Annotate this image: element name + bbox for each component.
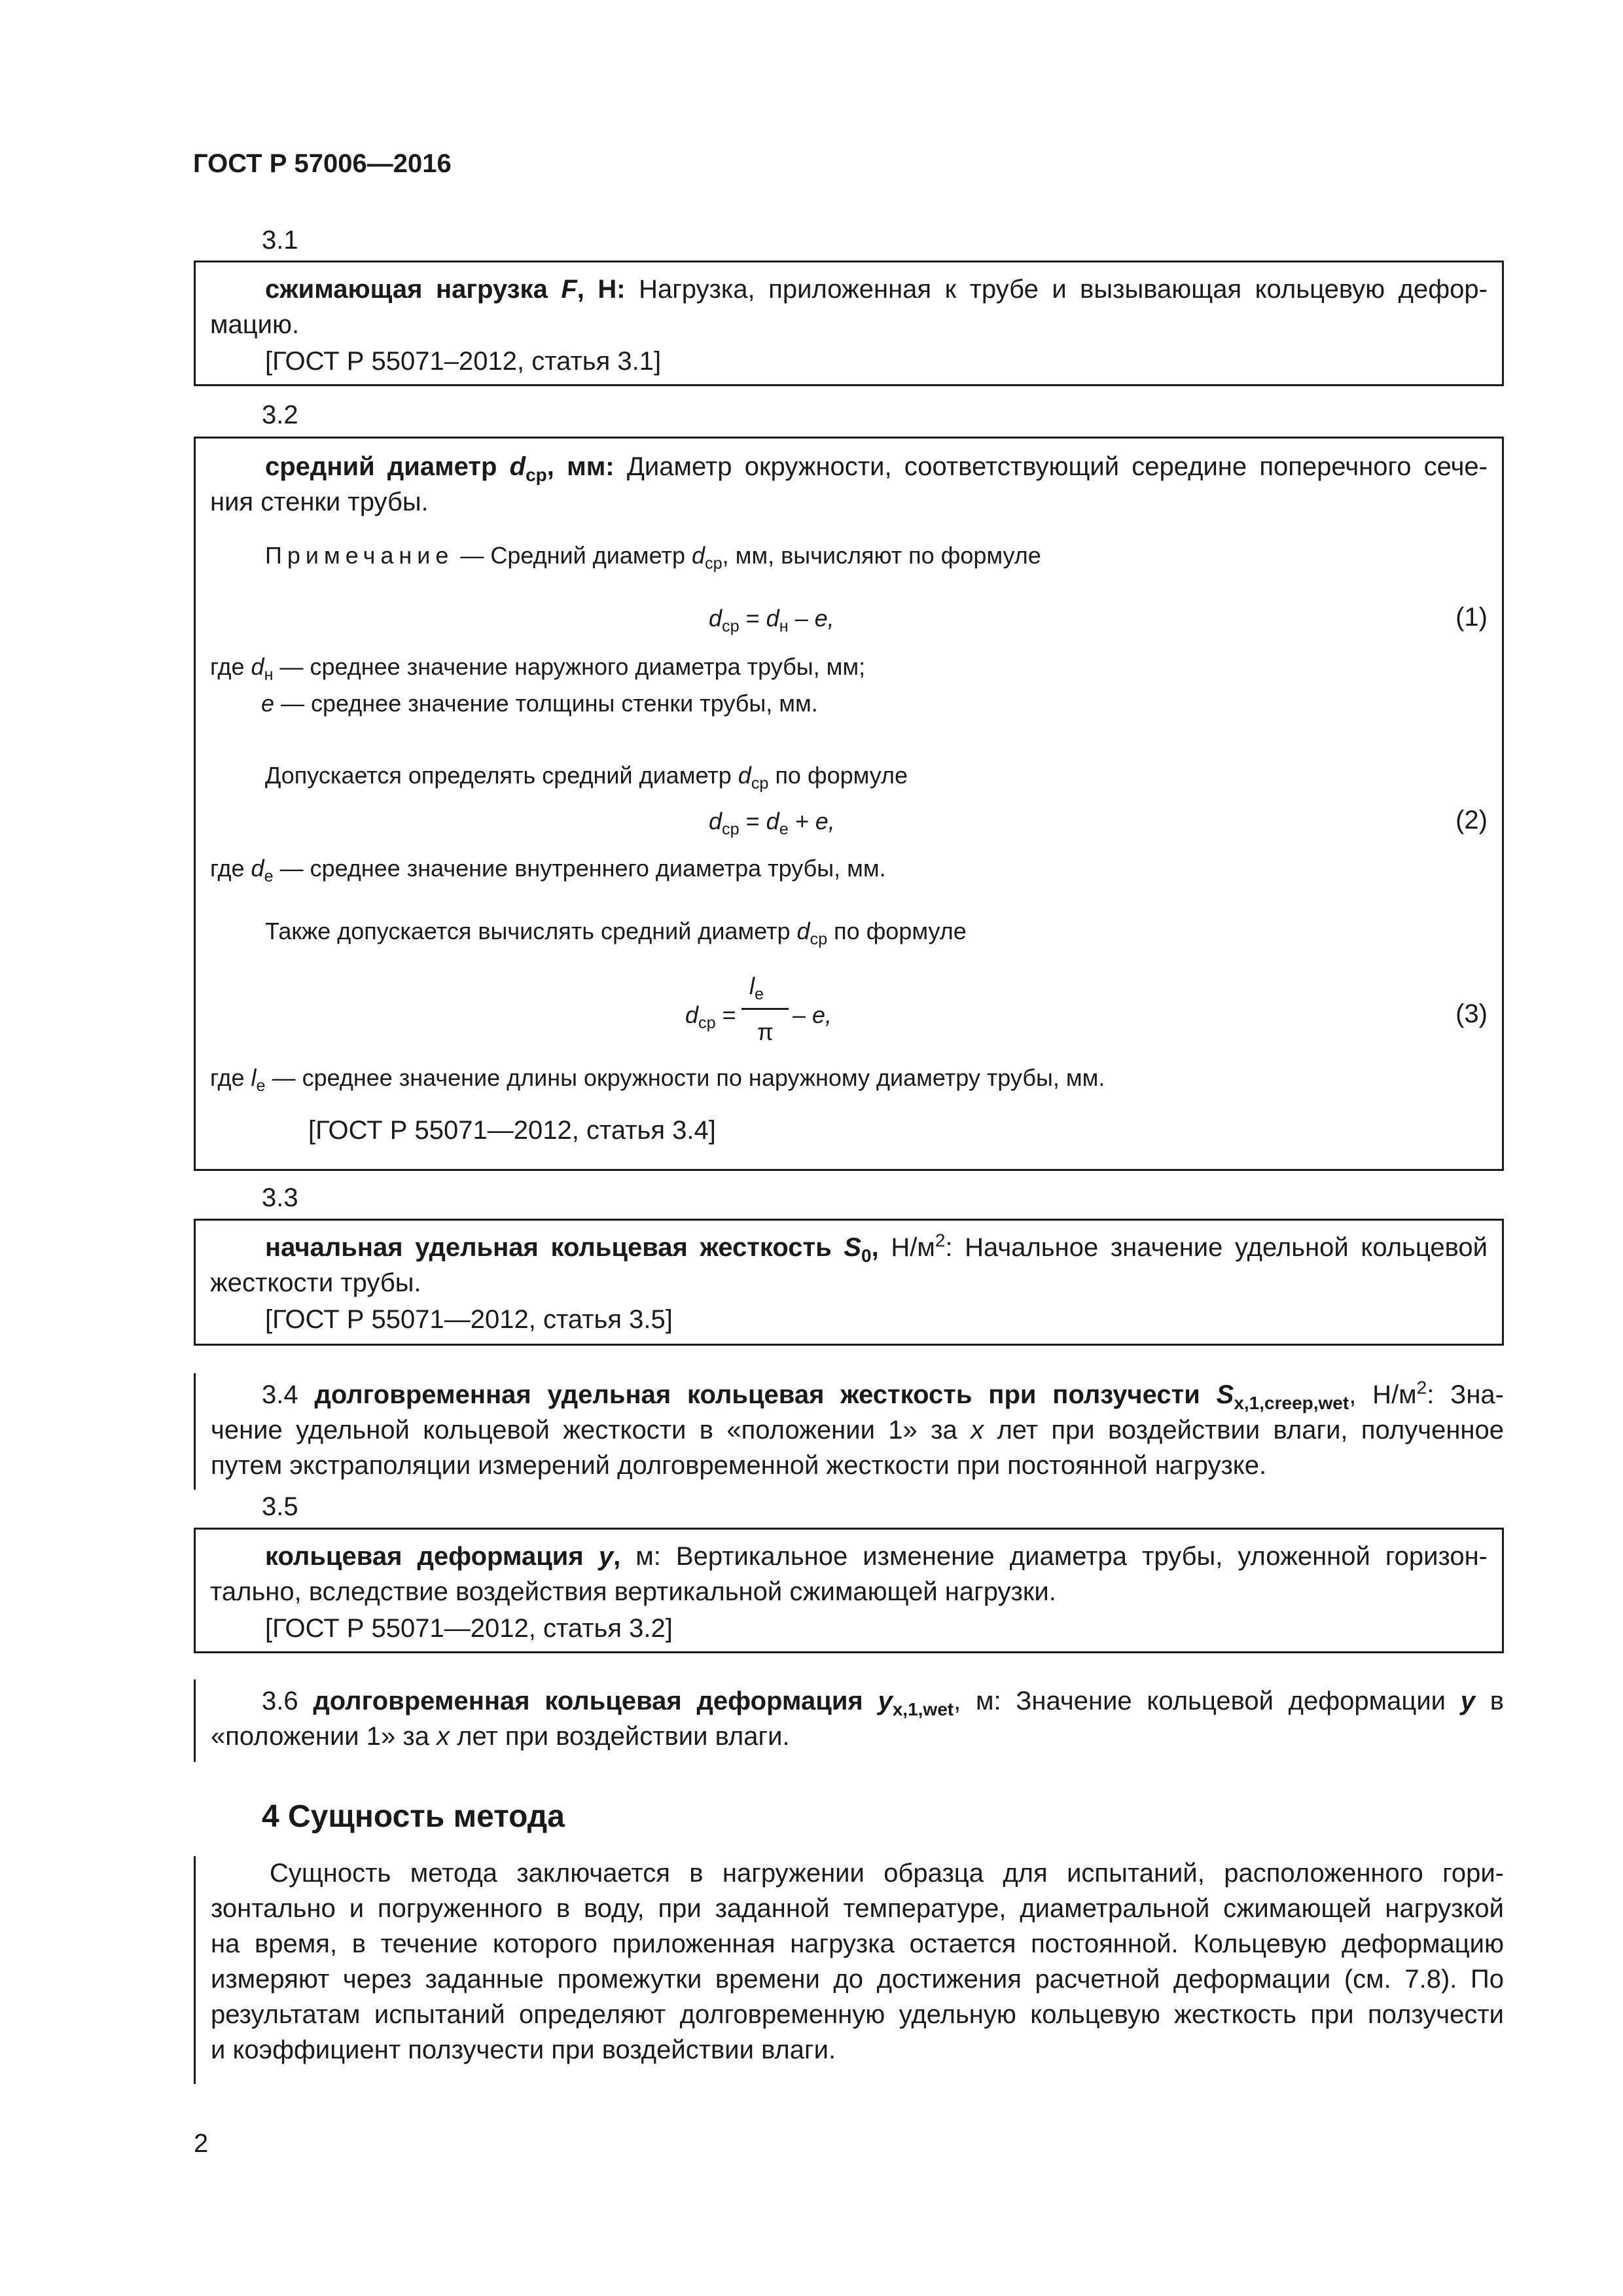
term-3-6-line2: «положении 1» за x лет при воздействии влаги. (211, 1722, 790, 1751)
equation-3-lhs: $d_{ср}$ = (685, 1001, 736, 1033)
change-bar-section-4 (194, 1856, 196, 2084)
equation-3-fraction-bar (741, 1008, 789, 1010)
term-box-3-3 (194, 1219, 1504, 1346)
section-4-line: и коэффициент ползучести при воздействии влаги. (211, 2036, 836, 2064)
equation-2-number: (2) (1455, 806, 1488, 834)
term-3-1-line2: мацию. (210, 310, 300, 339)
term-number-3-3: 3.3 (262, 1183, 298, 1212)
where-4: где $l_е$ — среднее значение длины окружности по наружному диаметру трубы, мм. (210, 1064, 1105, 1096)
term-3-1-name: сжимающая нагрузка (265, 275, 548, 304)
equation-3-rest: – e, (793, 1001, 832, 1028)
term-3-5-line1: кольцевая деформация y, м: Вертикальное изменение диаметра трубы, уложенной горизон- (265, 1542, 1488, 1571)
term-3-3-source: [ГОСТ Р 55071—2012, статья 3.5] (265, 1305, 673, 1334)
section-4-line: измеряют через заданные промежутки времени до достижения расчетной деформации (см. 7.8). По (211, 1965, 1504, 1994)
allow-2: Также допускается вычислять средний диаметр $d_{ср}$ по формуле (265, 918, 967, 949)
term-3-4-line2: чение удельной кольцевой жесткости в «положении 1» за x лет при воздействии влаги, полученное (211, 1416, 1504, 1444)
section-4-line: Сущность метода заключается в нагружении образца для испытаний, расположенного гори- (270, 1859, 1504, 1888)
term-3-1-unit: , Н: (577, 275, 626, 304)
term-box-3-2 (194, 437, 1504, 1171)
term-3-3-name: начальная удельная кольцевая жесткость (265, 1233, 832, 1262)
term-3-4-name: долговременная удельная кольцевая жесткость при ползучести (314, 1380, 1200, 1409)
term-number-3-1: 3.1 (262, 226, 298, 255)
term-3-1-symbol: F (561, 275, 577, 304)
section-4-line: на время, в течение которого приложенная нагрузка остается постоянной. Кольцевую деформацию (211, 1929, 1504, 1958)
term-number-3-2: 3.2 (262, 401, 298, 429)
term-3-2-source: [ГОСТ Р 55071—2012, статья 3.4] (308, 1116, 716, 1145)
document-code: ГОСТ Р 57006—2016 (193, 149, 452, 178)
term-3-3-line1: начальная удельная кольцевая жесткость $S_0$, $Н/м^2$: Начальное значение удельной кольцевой (265, 1230, 1488, 1266)
term-3-3-line2: жесткости трубы. (210, 1268, 421, 1297)
equation-3-numerator: $l_е$ (749, 973, 764, 1004)
term-box-3-1 (194, 260, 1504, 386)
term-3-1-line1 (265, 272, 1488, 307)
note-label: Примечание (265, 542, 454, 569)
note: Примечание — Средний диаметр $d_{ср}$, мм, вычисляют по формуле (265, 542, 1041, 573)
term-box-3-5 (194, 1528, 1504, 1653)
equation-1: $d_{ср} = d_н - e$, (709, 605, 834, 636)
where-2: e — среднее значение толщины стенки трубы, мм. (261, 690, 818, 717)
equation-3-number: (3) (1455, 999, 1488, 1028)
term-number-3-5: 3.5 (262, 1492, 298, 1521)
term-3-2-name: средний диаметр (265, 452, 497, 481)
where-3: где $d_e$ — среднее значение внутреннего диаметра трубы, мм. (210, 855, 886, 886)
term-3-1-definition: Нагрузка, приложенная к трубе и вызывающая кольцевую дефор- (625, 275, 1488, 304)
section-4-heading: 4 Сущность метода (262, 1799, 565, 1834)
term-3-4-line1: 3.4 долговременная удельная кольцевая жесткость при ползучести $S_{x,1,creep,wet}$, $Н/м^2$: Зна- (262, 1377, 1504, 1413)
term-3-2-unit: , мм: (546, 452, 615, 481)
term-3-5-source: [ГОСТ Р 55071—2012, статья 3.2] (265, 1614, 673, 1643)
section-4-line: зонтально и погруженного в воду, при заданной температуре, диаметральной сжимающей нагрузкой (211, 1894, 1504, 1923)
term-3-4-line3: путем экстраполяции измерений долговременной жесткости при постоянной нагрузке. (211, 1451, 1267, 1480)
page-number: 2 (194, 2129, 209, 2158)
change-bar-3-4 (194, 1373, 196, 1490)
term-3-6-line1: 3.6 долговременная кольцевая деформация $y_{x,1,wet}$, м: Значение кольцевой деформации y в (262, 1687, 1504, 1719)
term-3-2-symbol: d (509, 452, 526, 481)
equation-3-denominator: π (757, 1018, 774, 1045)
term-3-2-line1: средний диаметр $d_{ср}$, мм: Диаметр окружности, соответствующий середине поперечного сече- (265, 452, 1488, 485)
term-3-5-line2: тально, вследствие воздействия вертикальной сжимающей нагрузки. (210, 1577, 1056, 1606)
equation-1-number: (1) (1455, 603, 1488, 632)
term-3-1-source: [ГОСТ Р 55071–2012, статья 3.1] (265, 347, 662, 376)
term-3-5-name: кольцевая деформация (265, 1542, 584, 1571)
term-3-6-name: долговременная кольцевая деформация (313, 1687, 863, 1715)
term-3-2-line2: ния стенки трубы. (210, 488, 429, 516)
change-bar-3-6 (194, 1679, 196, 1762)
equation-2: $d_{ср} = d_е + e$, (709, 808, 835, 839)
where-1: где $d_н$ — среднее значение наружного диаметра трубы, мм; (210, 653, 866, 685)
section-4-line: результатам испытаний определяют долговременную удельную кольцевую жесткость при ползучести (211, 2000, 1504, 2029)
allow-1: Допускается определять средний диаметр $d_{ср}$ по формуле (265, 762, 908, 793)
